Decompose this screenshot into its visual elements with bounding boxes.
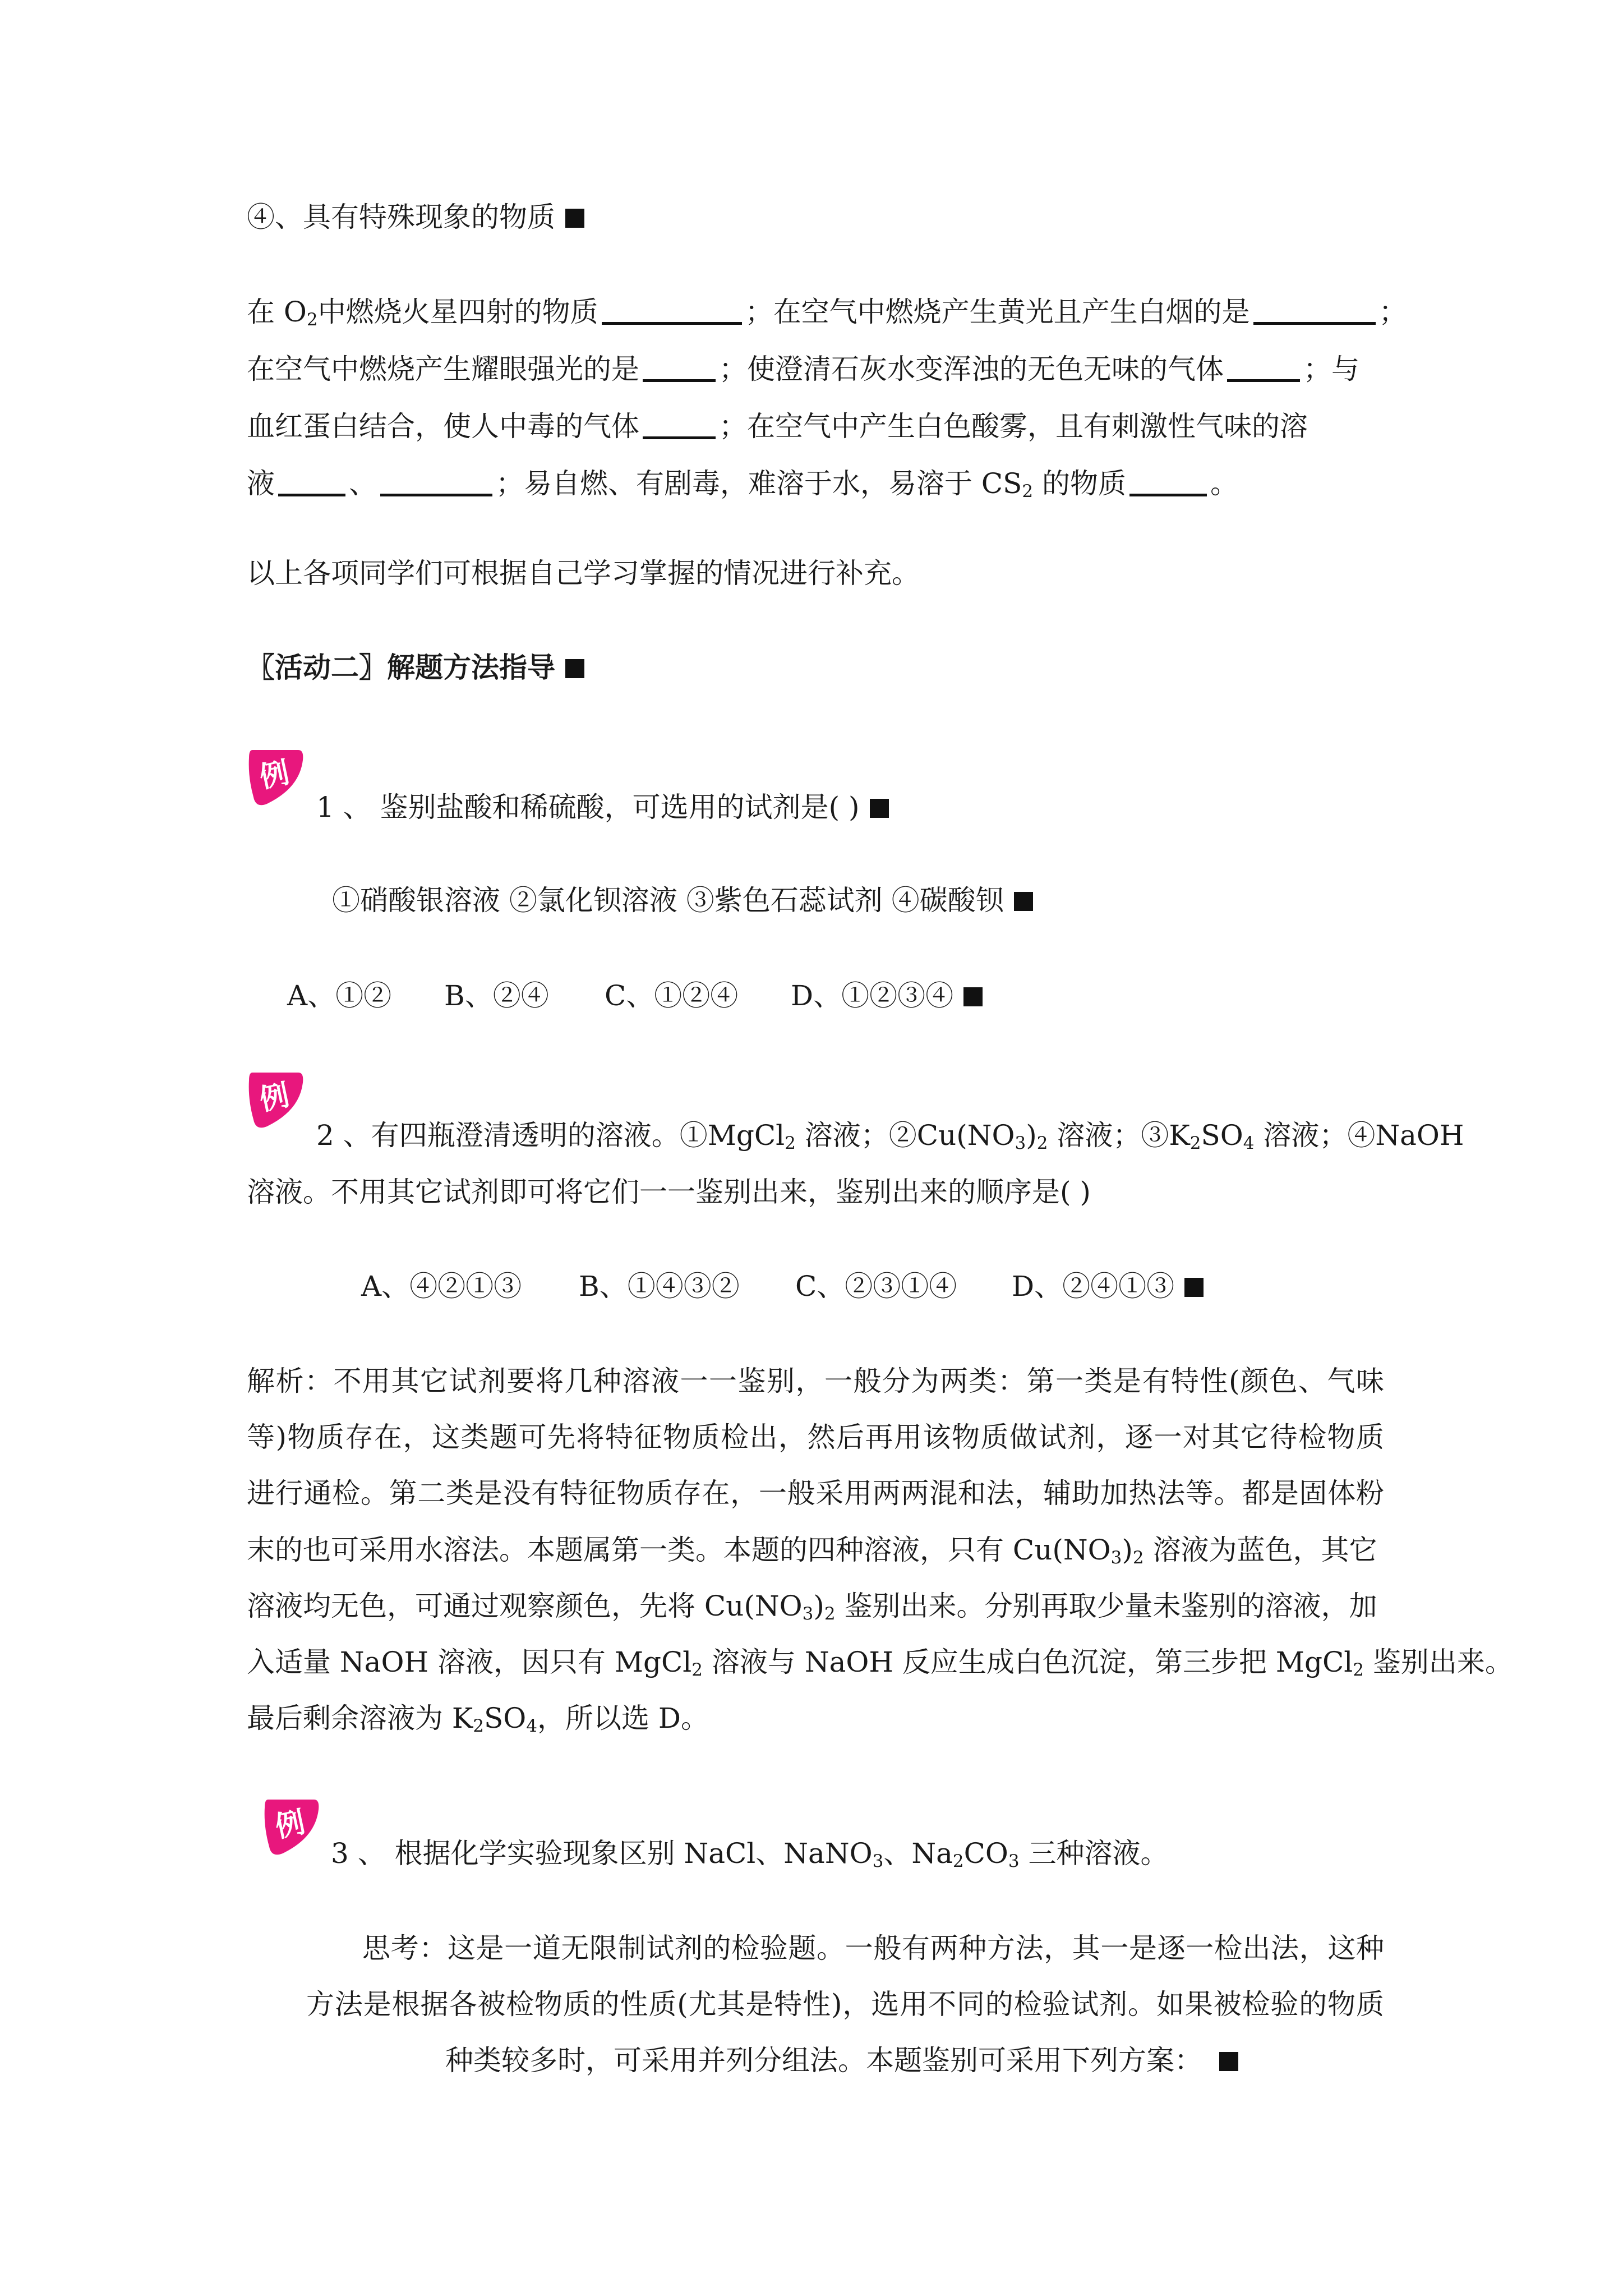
fill-blank[interactable] (1227, 357, 1300, 382)
analysis-line: 末的也可采用水溶法。本题属第一类。本题的四种溶液，只有 $Cu(NO_3)_2$ 溶液为蓝色，其它 (247, 1534, 1377, 1568)
analysis-line: 等)物质存在，这类题可先将特征物质检出，然后再用该物质做试剂，逐一对其它待检物质 (247, 1421, 1384, 1453)
fill-blank[interactable] (1129, 471, 1207, 496)
option-b[interactable]: B、①④③② (579, 1270, 740, 1303)
svg-text:例: 例 (256, 756, 293, 795)
square-marker-icon (963, 987, 983, 1006)
section-heading: ④、具有特殊现象的物质 (247, 203, 584, 231)
fill-blank[interactable] (278, 471, 345, 496)
square-marker-icon (565, 209, 584, 228)
square-marker-icon (1014, 892, 1033, 911)
example-2-question-cont: 溶液。不用其它试剂即可将它们一一鉴别出来，鉴别出来的顺序是( ) (247, 1176, 1091, 1208)
fill-blank[interactable] (1253, 300, 1376, 325)
example-badge-icon (260, 1793, 322, 1859)
option-d[interactable]: D、①②③④ (791, 979, 954, 1012)
paragraph-line: 在 $O_2$中燃烧火星四射的物质 ；在空气中燃烧产生黄光且产生白烟的是 ； (247, 296, 1407, 330)
svg-text:例: 例 (272, 1805, 308, 1844)
activity-heading: 〖活动二〗解题方法指导 (247, 654, 584, 682)
example-1-question: 1 、 鉴别盐酸和稀硫酸，可选用的试剂是( ) (316, 793, 889, 821)
option-a[interactable]: A、①② (287, 979, 392, 1012)
fill-blank[interactable] (602, 300, 742, 325)
analysis-line: 进行通检。第二类是没有特征物质存在，一般采用两两混和法，辅助加热法等。都是固体粉 (247, 1477, 1384, 1510)
example-badge-icon (245, 1066, 306, 1132)
example-1-reagents: ①硝酸银溶液 ②氯化钡溶液 ③紫色石蕊试剂 ④碳酸钡 (332, 886, 1033, 914)
square-marker-icon (565, 659, 584, 678)
example-2-question: 2 、有四瓶澄清透明的溶液。①MgCl$_2$ 溶液；$②Cu(NO_3)_2$ 溶液；$③K_2SO_4$ 溶液；④NaOH (316, 1119, 1464, 1153)
paragraph-line: 在空气中燃烧产生耀眼强光的是 ；使澄清石灰水变浑浊的无色无味的气体 ；与 (247, 353, 1359, 385)
fill-blank[interactable] (380, 471, 492, 496)
supplement-note: 以上各项同学们可根据自己学习掌握的情况进行补充。 (247, 557, 920, 590)
option-d[interactable]: D、②④①③ (1012, 1270, 1175, 1303)
option-c[interactable]: C、②③①④ (795, 1270, 957, 1303)
example-2-options (361, 1270, 1204, 1303)
think-line: 方法是根据各被检物质的性质(尤其是特性)，选用不同的检验试剂。如果被检验的物质 (306, 1988, 1384, 2021)
option-b[interactable]: B、②④ (444, 979, 549, 1012)
example-1-options (287, 979, 983, 1012)
svg-text:例: 例 (256, 1078, 293, 1117)
analysis-line: 最后剩余溶液为 $K_2SO_4$，所以选 D。 (247, 1702, 709, 1736)
example-badge-icon (245, 743, 306, 809)
fill-blank[interactable] (643, 414, 716, 439)
fill-blank[interactable] (643, 357, 716, 382)
analysis-line: 溶液均无色，可通过观察颜色，先将 $Cu(NO_3)_2$ 鉴别出来。分别再取少量未鉴别的溶液，加 (247, 1590, 1377, 1624)
paragraph-line: 血红蛋白结合，使人中毒的气体 ；在空气中产生白色酸雾，且有刺激性气味的溶 (247, 410, 1308, 443)
think-line: 思考：这是一道无限制试剂的检验题。一般有两种方法，其一是逐一检出法，这种 (362, 1932, 1384, 1964)
option-c[interactable]: C、①②④ (605, 979, 739, 1012)
analysis-line: 解析：不用其它试剂要将几种溶液一一鉴别，一般分为两类：第一类是有特性(颜色、气味 (247, 1365, 1384, 1397)
think-line: 种类较多时，可采用并列分组法。本题鉴别可采用下列方案： (445, 2046, 1238, 2074)
square-marker-icon (870, 799, 889, 818)
example-3-question: 3 、 根据化学实验现象区别 NaCl、NaNO$_3$、$Na_2CO_3$ 三种溶液。 (331, 1837, 1169, 1871)
option-a[interactable]: A、④②①③ (361, 1270, 522, 1303)
paragraph-line: 液 、 ；易自燃、有剧毒，难溶于水，易溶于 $CS_2$ 的物质 。 (247, 467, 1239, 501)
square-marker-icon (1184, 1278, 1204, 1297)
square-marker-icon (1219, 2052, 1238, 2071)
analysis-line: 入适量 NaOH 溶液，因只有 MgCl$_2$ 溶液与 NaOH 反应生成白色沉淀，第三步把 MgCl$_2$ 鉴别出来。 (247, 1646, 1513, 1680)
